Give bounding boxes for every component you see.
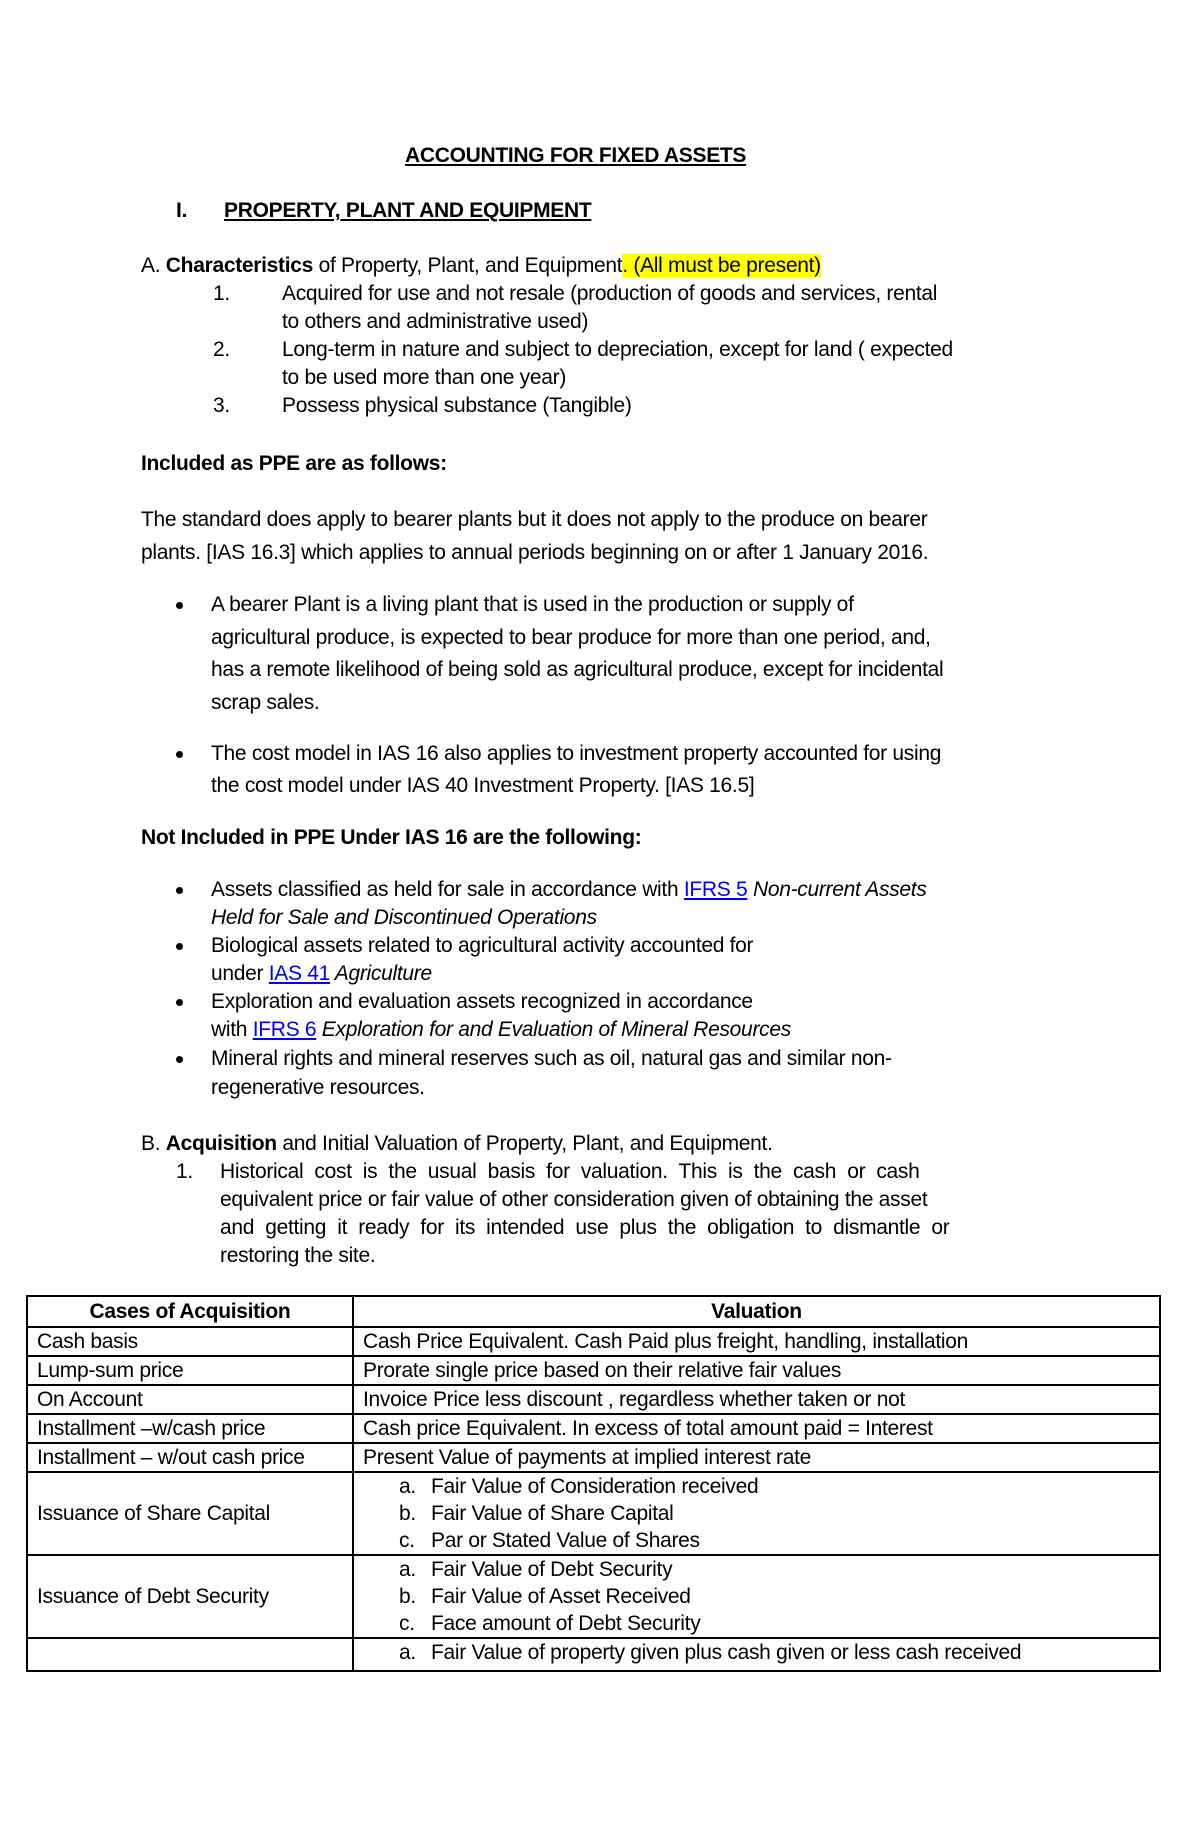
text: Assets classified as held for sale in accordance with bbox=[211, 878, 684, 901]
valuation-cell: Cash Price Equivalent. Cash Paid plus freight, handling, installation bbox=[353, 1327, 1160, 1356]
table-row bbox=[27, 1327, 1160, 1356]
sub-letter: b. bbox=[399, 1502, 416, 1525]
sub-item bbox=[363, 1556, 1150, 1583]
sub-text: Fair Value of Debt Security bbox=[431, 1558, 673, 1581]
case-cell: Installment – w/out cash price bbox=[27, 1443, 353, 1472]
item-line: restoring the site. bbox=[220, 1244, 376, 1267]
sub-item bbox=[363, 1500, 1150, 1527]
bullet-icon bbox=[176, 602, 183, 609]
ifrs6-link[interactable]: IFRS 6 bbox=[252, 1018, 317, 1041]
bullet-line: Held for Sale and Discontinued Operations bbox=[211, 906, 597, 929]
letter: A. bbox=[141, 254, 161, 277]
document-title: ACCOUNTING FOR FIXED ASSETS bbox=[405, 144, 747, 167]
paragraph-line: The standard does apply to bearer plants but it does not apply to the produce on bearer bbox=[141, 508, 928, 531]
table-row bbox=[27, 1356, 1160, 1385]
sub-text: Fair Value of Consideration received bbox=[431, 1475, 759, 1498]
bullet-icon bbox=[176, 751, 183, 758]
sub-text: Face amount of Debt Security bbox=[431, 1612, 701, 1635]
heading-bold: Characteristics bbox=[165, 254, 314, 277]
section-title: PROPERTY, PLANT AND EQUIPMENT bbox=[224, 199, 592, 222]
item-line: to be used more than one year) bbox=[282, 366, 567, 389]
ifrs5-link[interactable]: IFRS 5 bbox=[683, 878, 748, 901]
item-number: 3. bbox=[213, 394, 230, 417]
table-row bbox=[27, 1414, 1160, 1443]
item-number: 1. bbox=[176, 1160, 193, 1183]
section-number: I. bbox=[176, 199, 188, 222]
letter: B. bbox=[141, 1132, 161, 1155]
heading-rest: and Initial Valuation of Property, Plant, and Equipment. bbox=[276, 1132, 773, 1155]
bullet-line: scrap sales. bbox=[211, 691, 320, 714]
bullet-icon bbox=[176, 943, 183, 950]
bullet-icon bbox=[176, 999, 183, 1006]
sub-item bbox=[363, 1527, 1150, 1554]
bullet-line bbox=[211, 961, 432, 987]
sub-item bbox=[363, 1639, 1150, 1666]
item-line: equivalent price or fair value of other consideration given of obtaining the asset bbox=[220, 1188, 928, 1211]
case-cell: Issuance of Share Capital bbox=[27, 1472, 353, 1555]
table-header-row bbox=[27, 1296, 1160, 1327]
valuation-cell: Prorate single price based on their relative fair values bbox=[353, 1356, 1160, 1385]
sub-letter: c. bbox=[399, 1612, 415, 1635]
bullet-line: agricultural produce, is expected to bear produce for more than one period, and, bbox=[211, 626, 931, 649]
bullet-line: the cost model under IAS 40 Investment Property. [IAS 16.5] bbox=[211, 774, 755, 797]
item-number: 1. bbox=[213, 282, 230, 305]
case-cell: Installment –w/cash price bbox=[27, 1414, 353, 1443]
sub-text: Fair Value of Asset Received bbox=[431, 1585, 691, 1608]
text: under bbox=[211, 962, 269, 985]
item-line: to others and administrative used) bbox=[282, 310, 589, 333]
bullet-icon bbox=[176, 1056, 183, 1063]
text: Exploration for and Evaluation of Mineral Resources bbox=[316, 1018, 791, 1041]
valuation-cell: Invoice Price less discount , regardless whether taken or not bbox=[353, 1385, 1160, 1414]
text: Agriculture bbox=[330, 962, 432, 985]
bullet-line: regenerative resources. bbox=[211, 1076, 425, 1099]
bullet-line bbox=[211, 1017, 791, 1043]
sub-letter: b. bbox=[399, 1585, 416, 1608]
paragraph-line: plants. [IAS 16.3] which applies to annual periods beginning on or after 1 January 2016. bbox=[141, 541, 929, 564]
text: Non-current Assets bbox=[747, 878, 927, 901]
bullet-line: Exploration and evaluation assets recognized in accordance bbox=[211, 990, 753, 1013]
item-line: Historical cost is the usual basis for valuation. This is the cash or cash bbox=[220, 1160, 920, 1183]
acquisition-table bbox=[26, 1295, 1161, 1672]
sub-item bbox=[363, 1473, 1150, 1500]
valuation-cell: Present Value of payments at implied interest rate bbox=[353, 1443, 1160, 1472]
valuation-cell: Cash price Equivalent. In excess of total amount paid = Interest bbox=[353, 1414, 1160, 1443]
sub-item bbox=[363, 1610, 1150, 1637]
column-header: Valuation bbox=[353, 1296, 1160, 1327]
case-cell: Cash basis bbox=[27, 1327, 353, 1356]
bullet-line: has a remote likelihood of being sold as agricultural produce, except for incidental bbox=[211, 658, 944, 681]
item-number: 2. bbox=[213, 338, 230, 361]
sub-letter: a. bbox=[399, 1558, 416, 1581]
included-heading: Included as PPE are as follows: bbox=[141, 452, 447, 475]
sub-item bbox=[363, 1583, 1150, 1610]
sub-text: Fair Value of Share Capital bbox=[431, 1502, 674, 1525]
case-cell: On Account bbox=[27, 1385, 353, 1414]
bullet-line: Biological assets related to agricultural activity accounted for bbox=[211, 934, 754, 957]
valuation-cell bbox=[353, 1472, 1160, 1555]
column-header: Cases of Acquisition bbox=[27, 1296, 353, 1327]
case-cell: Lump-sum price bbox=[27, 1356, 353, 1385]
bullet-line: A bearer Plant is a living plant that is used in the production or supply of bbox=[211, 593, 854, 616]
heading-rest: of Property, Plant, and Equipment bbox=[313, 254, 623, 277]
sub-text: Par or Stated Value of Shares bbox=[431, 1529, 700, 1552]
bullet-line bbox=[211, 877, 927, 903]
not-included-heading: Not Included in PPE Under IAS 16 are the following: bbox=[141, 826, 642, 849]
bullet-line: The cost model in IAS 16 also applies to investment property accounted for using bbox=[211, 742, 942, 765]
item-line: Possess physical substance (Tangible) bbox=[282, 394, 632, 417]
item-line: Acquired for use and not resale (production of goods and services, rental bbox=[282, 282, 938, 305]
case-cell: Issuance of Debt Security bbox=[27, 1555, 353, 1638]
acquisition-heading bbox=[141, 1131, 773, 1157]
table-row bbox=[27, 1638, 1160, 1671]
text: with bbox=[211, 1018, 253, 1041]
valuation-cell bbox=[353, 1555, 1160, 1638]
sub-letter: a. bbox=[399, 1475, 416, 1498]
case-cell bbox=[27, 1638, 353, 1671]
bullet-line: Mineral rights and mineral reserves such as oil, natural gas and similar non- bbox=[211, 1047, 892, 1070]
table-row bbox=[27, 1472, 1160, 1555]
valuation-cell bbox=[353, 1638, 1160, 1671]
heading-bold: Acquisition bbox=[165, 1132, 277, 1155]
characteristics-heading bbox=[141, 253, 821, 279]
bullet-icon bbox=[176, 887, 183, 894]
ias41-link[interactable]: IAS 41 bbox=[268, 962, 330, 985]
item-line: Long-term in nature and subject to depreciation, except for land ( expected bbox=[282, 338, 953, 361]
table-row bbox=[27, 1555, 1160, 1638]
item-line: and getting it ready for its intended use plus the obligation to dismantle or bbox=[220, 1216, 950, 1239]
sub-text: Fair Value of property given plus cash given or less cash received bbox=[431, 1641, 1022, 1664]
sub-letter: a. bbox=[399, 1641, 416, 1664]
table-row bbox=[27, 1385, 1160, 1414]
table-row bbox=[27, 1443, 1160, 1472]
highlighted-note: . (All must be present) bbox=[622, 254, 821, 277]
sub-letter: c. bbox=[399, 1529, 415, 1552]
